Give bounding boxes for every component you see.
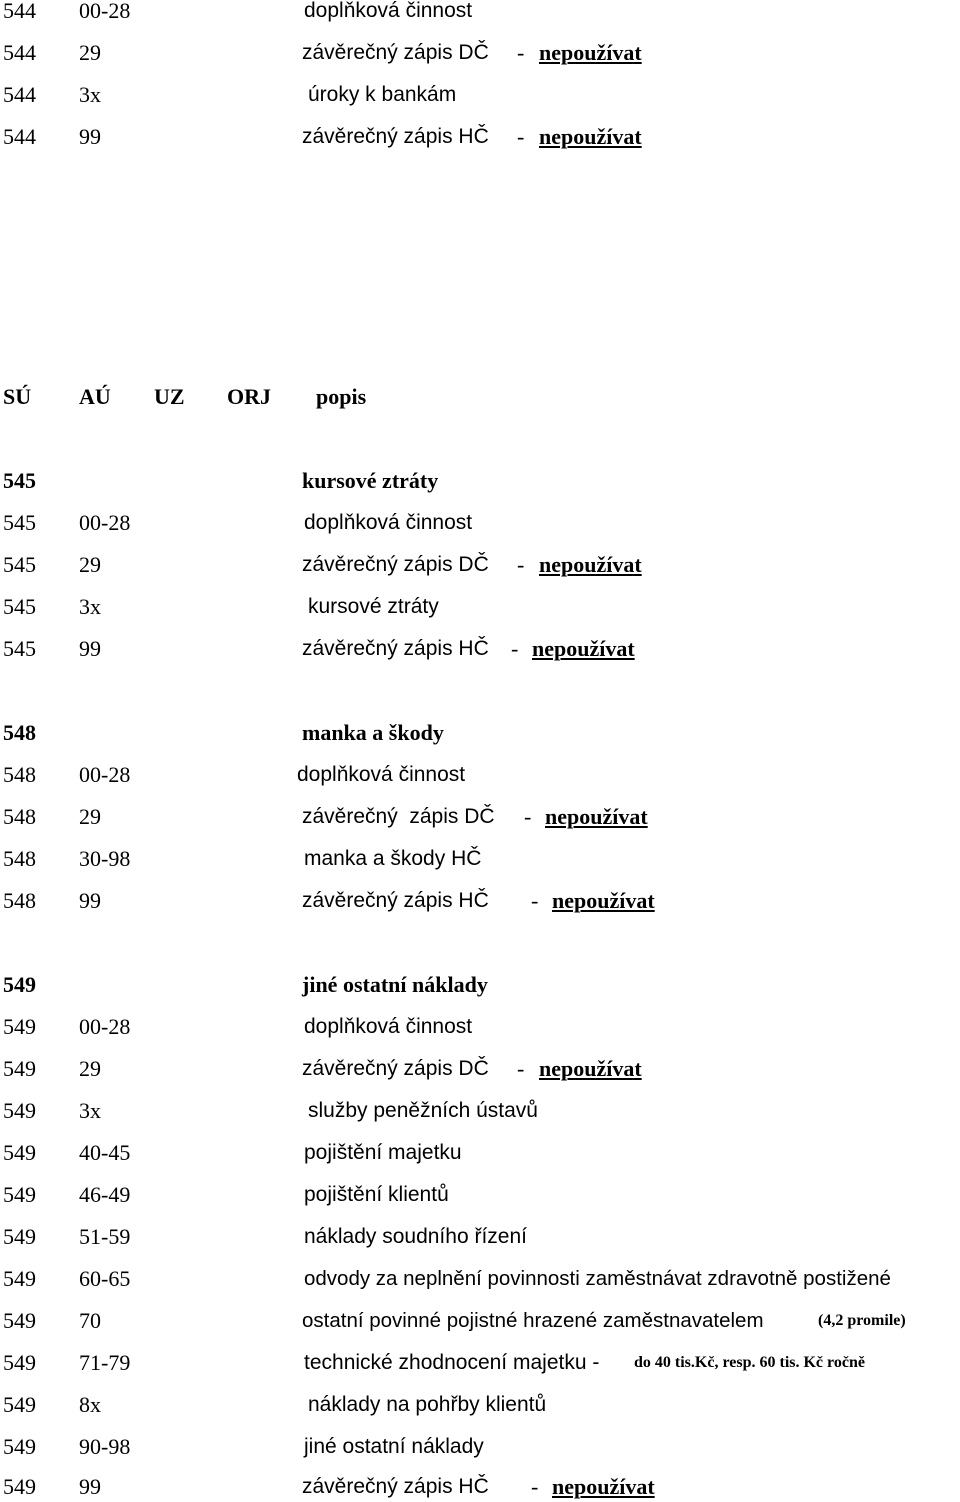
au-code: 29	[79, 552, 101, 577]
table-row	[0, 0, 960, 26]
note-unused: nepoužívat	[539, 40, 642, 65]
row-description: doplňková činnost	[304, 511, 473, 534]
su-code: 549	[3, 1098, 36, 1123]
row-description: závěrečný zápis DČ	[302, 553, 489, 576]
table-row	[0, 122, 960, 152]
su-code: 545	[3, 468, 36, 493]
table-row	[0, 508, 960, 538]
table-row	[0, 38, 960, 68]
row-description: závěrečný zápis HČ	[302, 637, 489, 660]
table-row	[0, 802, 960, 832]
su-code: 549	[3, 1182, 36, 1207]
table-row	[0, 1180, 960, 1210]
table-row	[0, 886, 960, 916]
table-row	[0, 1096, 960, 1126]
table-row	[0, 1432, 960, 1462]
au-code: 51-59	[79, 1224, 131, 1249]
au-code: 99	[79, 636, 101, 661]
au-code: 8x	[79, 1392, 101, 1417]
row-description: jiné ostatní náklady	[304, 1435, 484, 1458]
au-code: 3x	[79, 594, 101, 619]
su-code: 549	[3, 1266, 36, 1291]
row-description: náklady soudního řízení	[304, 1225, 527, 1248]
group-title-text: manka a škody	[302, 720, 444, 745]
table-row	[0, 1306, 960, 1336]
su-code: 549	[3, 1014, 36, 1039]
table-row	[0, 1264, 960, 1294]
au-code: 29	[79, 804, 101, 829]
note-unused: nepoužívat	[552, 888, 655, 913]
row-description: kursové ztráty	[308, 595, 439, 618]
header-su: SÚ	[3, 384, 32, 409]
su-code: 544	[3, 82, 36, 107]
row-description: náklady na pohřby klientů	[308, 1393, 547, 1416]
dash: -	[517, 552, 525, 577]
su-code: 549	[3, 1392, 36, 1417]
su-code: 544	[3, 0, 36, 23]
note-unused: nepoužívat	[539, 552, 642, 577]
header-uz: UZ	[154, 384, 185, 409]
au-code: 00-28	[79, 1014, 131, 1039]
row-description: pojištění klientů	[304, 1183, 449, 1206]
dash: -	[531, 1474, 539, 1499]
row-description: odvody za neplnění povinnosti zaměstnávat zdravotně postižené	[304, 1267, 891, 1290]
dash: -	[517, 40, 525, 65]
su-code: 545	[3, 636, 36, 661]
su-code: 548	[3, 804, 36, 829]
group-title	[0, 466, 960, 496]
row-description: závěrečný zápis HČ	[302, 889, 489, 912]
au-code: 29	[79, 1056, 101, 1081]
au-code: 29	[79, 40, 101, 65]
note-unused: nepoužívat	[545, 804, 648, 829]
au-code: 99	[79, 888, 101, 913]
au-code: 71-79	[79, 1350, 131, 1375]
row-description: závěrečný zápis HČ	[302, 125, 489, 148]
table-row	[0, 1222, 960, 1252]
au-code: 00-28	[79, 762, 131, 787]
row-description: služby peněžních ústavů	[308, 1099, 538, 1122]
row-description: pojištění majetku	[304, 1141, 462, 1164]
su-code: 549	[3, 1350, 36, 1375]
dash: -	[524, 804, 532, 829]
row-description: ostatní povinné pojistné hrazené zaměstnavatelem	[302, 1309, 764, 1332]
au-code: 30-98	[79, 846, 131, 871]
table-row	[0, 80, 960, 110]
su-code: 545	[3, 594, 36, 619]
au-code: 99	[79, 1474, 101, 1499]
au-code: 3x	[79, 1098, 101, 1123]
su-code: 548	[3, 846, 36, 871]
row-description: technické zhodnocení majetku -	[304, 1351, 600, 1374]
row-note: (4,2 promile)	[818, 1312, 906, 1329]
su-code: 548	[3, 888, 36, 913]
dash: -	[517, 124, 525, 149]
su-code: 548	[3, 720, 36, 745]
group-title	[0, 718, 960, 748]
row-description: doplňková činnost	[297, 763, 466, 786]
su-code: 549	[3, 1224, 36, 1249]
table-row	[0, 844, 960, 874]
table-row	[0, 1348, 960, 1378]
table-row	[0, 592, 960, 622]
au-code: 60-65	[79, 1266, 131, 1291]
au-code: 00-28	[79, 510, 131, 535]
column-header	[0, 382, 960, 412]
group-title-text: kursové ztráty	[302, 468, 439, 493]
row-note: do 40 tis.Kč, resp. 60 tis. Kč ročně	[634, 1354, 865, 1371]
su-code: 549	[3, 1056, 36, 1081]
row-description: závěrečný zápis DČ	[302, 41, 489, 64]
su-code: 549	[3, 1474, 36, 1499]
table-row	[0, 634, 960, 664]
note-unused: nepoužívat	[539, 124, 642, 149]
group-title	[0, 970, 960, 1000]
note-unused: nepoužívat	[532, 636, 635, 661]
note-unused: nepoužívat	[539, 1056, 642, 1081]
row-description: doplňková činnost	[304, 1015, 473, 1038]
row-description: závěrečný zápis DČ	[302, 805, 495, 828]
row-description: úroky k bankám	[308, 83, 457, 106]
row-description: doplňková činnost	[304, 0, 473, 22]
su-code: 548	[3, 762, 36, 787]
dash: -	[531, 888, 539, 913]
dash: -	[511, 636, 519, 661]
table-row	[0, 1138, 960, 1168]
su-code: 545	[3, 552, 36, 577]
table-row	[0, 760, 960, 790]
row-description: závěrečný zápis HČ	[302, 1475, 489, 1498]
su-code: 549	[3, 1140, 36, 1165]
group-title-text: jiné ostatní náklady	[302, 972, 488, 997]
au-code: 99	[79, 124, 101, 149]
dash: -	[517, 1056, 525, 1081]
header-orj: ORJ	[227, 384, 271, 409]
au-code: 70	[79, 1308, 101, 1333]
su-code: 544	[3, 124, 36, 149]
su-code: 545	[3, 510, 36, 535]
table-row	[0, 550, 960, 580]
table-row	[0, 1472, 960, 1502]
table-row	[0, 1012, 960, 1042]
au-code: 00-28	[79, 0, 131, 23]
table-row	[0, 1390, 960, 1420]
su-code: 549	[3, 972, 36, 997]
row-description: manka a škody HČ	[304, 847, 482, 870]
row-description: závěrečný zápis DČ	[302, 1057, 489, 1080]
au-code: 3x	[79, 82, 101, 107]
note-unused: nepoužívat	[552, 1474, 655, 1499]
su-code: 549	[3, 1434, 36, 1459]
au-code: 90-98	[79, 1434, 131, 1459]
su-code: 549	[3, 1308, 36, 1333]
header-au: AÚ	[79, 384, 111, 409]
header-popis: popis	[316, 384, 367, 409]
au-code: 46-49	[79, 1182, 131, 1207]
su-code: 544	[3, 40, 36, 65]
table-row	[0, 1054, 960, 1084]
au-code: 40-45	[79, 1140, 131, 1165]
